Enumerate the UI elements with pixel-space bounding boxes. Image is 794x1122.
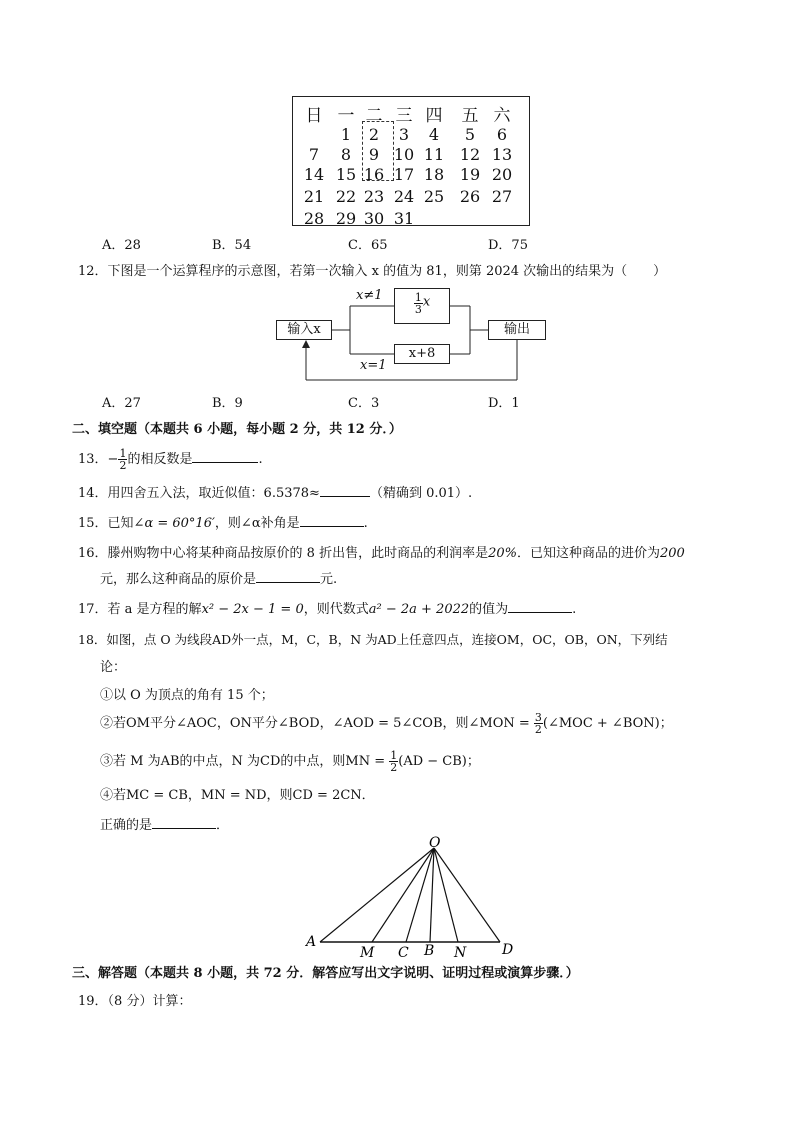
q13: 13．− $\frac{1}{2}$ 的相反数是 . — [78, 447, 263, 472]
q18-figure — [300, 834, 530, 960]
calendar-day: 1 — [340, 125, 352, 144]
calendar-day: 12 — [459, 145, 481, 164]
calendar-day: 23 — [363, 187, 385, 206]
calendar-day: 22 — [335, 187, 357, 206]
segment-om — [372, 848, 434, 942]
q12-option-a[interactable]: A．27 — [102, 396, 141, 411]
calendar-day: 11 — [423, 145, 445, 164]
q11-option-d[interactable]: D．75 — [488, 238, 528, 253]
q16-line2: 元，那么这种商品的原价是 元. — [100, 572, 338, 587]
calendar-day: 3 — [398, 125, 410, 144]
q19: 19．（8 分）计算： — [78, 994, 192, 1009]
label-d: D — [502, 942, 514, 958]
q12-option-c[interactable]: C．3 — [348, 396, 380, 411]
calendar-day: 4 — [428, 125, 440, 144]
q17-answer-blank[interactable] — [508, 600, 572, 613]
calendar-day: 30 — [363, 209, 385, 228]
flow-op-top-box — [394, 288, 450, 324]
q18-s3-fraction: $\frac{1}{2}$ — [390, 749, 398, 774]
flow-input-box — [276, 320, 332, 340]
flow-op-bottom-box — [394, 344, 450, 364]
calendar-day: 18 — [423, 165, 445, 184]
calendar-day: 27 — [491, 187, 513, 206]
q18-line2: 论： — [100, 660, 127, 675]
q18-answer-blank[interactable] — [152, 816, 216, 829]
calendar-day: 7 — [308, 145, 320, 164]
label-m: M — [360, 945, 375, 960]
calendar-header: 一 — [337, 106, 355, 126]
q18-answer: 正确的是 ． — [100, 818, 230, 833]
calendar-table — [292, 96, 530, 226]
calendar-day: 16 — [363, 165, 385, 184]
q18-line1: 18．如图，点 O 为线段AD外一点，M，C，B，N 为AD上任意四点，连接OM，OC，OB，ON，下列结 — [78, 632, 668, 647]
label-a: A — [306, 934, 317, 950]
q18-statement-3: ③若 M 为AB的中点，N 为CD的中点，则MN = $\frac{1}{2}$ (AD − CB)； — [100, 749, 480, 774]
flow-cond-top: x≠1 — [356, 288, 383, 303]
q13-answer-blank[interactable] — [192, 450, 258, 463]
q12-text: 12．下图是一个运算程序的示意图，若第一次输入 x 的值为 81，则第 2024 次输出的结果为（ ） — [78, 264, 667, 279]
q14-answer-blank[interactable] — [320, 484, 370, 497]
calendar-day: 15 — [335, 165, 357, 184]
flow-output-box — [488, 320, 546, 340]
segment-oa — [320, 848, 434, 942]
q11-option-b[interactable]: B．54 — [212, 238, 252, 253]
calendar-header: 五 — [461, 106, 479, 126]
q18-statement-4: ④若MC = CB，MN = ND，则CD = 2CN． — [100, 788, 375, 803]
segment-ob — [430, 848, 434, 942]
calendar-header: 日 — [305, 106, 323, 126]
calendar-day: 8 — [340, 145, 352, 164]
q15-answer-blank[interactable] — [300, 514, 364, 527]
q13-fraction: $\frac{1}{2}$ — [119, 447, 127, 472]
calendar-day: 25 — [423, 187, 445, 206]
q12-option-b[interactable]: B．9 — [212, 396, 243, 411]
flow-op-top-var: x — [422, 294, 431, 310]
calendar-day: 26 — [459, 187, 481, 206]
q15: 15．已知∠α = 60°16′，则∠α补角是 . — [78, 516, 368, 531]
flow-cond-bottom: x=1 — [360, 358, 387, 373]
q11-option-a[interactable]: A．28 — [102, 238, 141, 253]
q17: 17．若 a 是方程的解x² − 2x − 1 = 0，则代数式a² − 2a + 2022的值为 . — [78, 602, 577, 617]
calendar-day: 13 — [491, 145, 513, 164]
segment-oc — [406, 848, 434, 942]
calendar-header: 六 — [493, 106, 511, 126]
section-3-heading: 三、解答题（本题共 8 小题，共 72 分．解答应写出文字说明、证明过程或演算步骤．） — [72, 966, 579, 981]
q11-option-c[interactable]: C．65 — [348, 238, 388, 253]
label-o: O — [429, 835, 441, 851]
calendar-day: 5 — [464, 125, 476, 144]
segment-on — [434, 848, 458, 942]
q18-s2-fraction: $\frac{3}{2}$ — [534, 711, 542, 736]
calendar-header: 三 — [395, 106, 413, 126]
calendar-day: 9 — [368, 145, 380, 164]
calendar-day: 10 — [393, 145, 415, 164]
calendar-header: 四 — [425, 106, 443, 126]
calendar-day: 24 — [393, 187, 415, 206]
flow-op-bottom-label: x+8 — [408, 346, 436, 361]
q16-answer-blank[interactable] — [256, 570, 320, 583]
calendar-day: 6 — [496, 125, 508, 144]
flow-input-label: 输入x — [287, 322, 321, 337]
calendar-day: 2 — [368, 125, 380, 144]
calendar-day: 19 — [459, 165, 481, 184]
flow-output-label: 输出 — [503, 322, 530, 337]
flow-op-top-fraction: $\frac{1}{3}$ — [414, 291, 422, 316]
q18-statement-1: ①以 O 为顶点的角有 15 个； — [100, 688, 274, 703]
q12-option-d[interactable]: D．1 — [488, 396, 520, 411]
q14: 14．用四舍五入法，取近似值：6.5378≈ （精确到 0.01）. — [78, 486, 473, 501]
calendar-day: 17 — [393, 165, 415, 184]
calendar-day: 29 — [335, 209, 357, 228]
label-n: N — [454, 945, 467, 960]
selection-dashed-box — [362, 121, 394, 181]
calendar-day: 31 — [393, 209, 415, 228]
calendar-day: 28 — [303, 209, 325, 228]
calendar-day: 21 — [303, 187, 325, 206]
q16-line1: 16．滕州购物中心将某种商品按原价的 8 折出售，此时商品的利润率是20%．已知这种商品的进价为200 — [78, 546, 685, 561]
label-b: B — [424, 943, 435, 959]
label-c: C — [398, 945, 409, 960]
segment-od — [434, 848, 500, 942]
q18-statement-2: ②若OM平分∠AOC，ON平分∠BOD，∠AOD = 5∠COB，则∠MON = $\frac{3}{2}$ (∠MOC + ∠BON)； — [100, 711, 673, 736]
calendar-day: 20 — [491, 165, 513, 184]
calendar-day: 14 — [303, 165, 325, 184]
section-2-heading: 二、填空题（本题共 6 小题，每小题 2 分，共 12 分．） — [72, 422, 402, 437]
calendar-header: 二 — [365, 106, 383, 126]
